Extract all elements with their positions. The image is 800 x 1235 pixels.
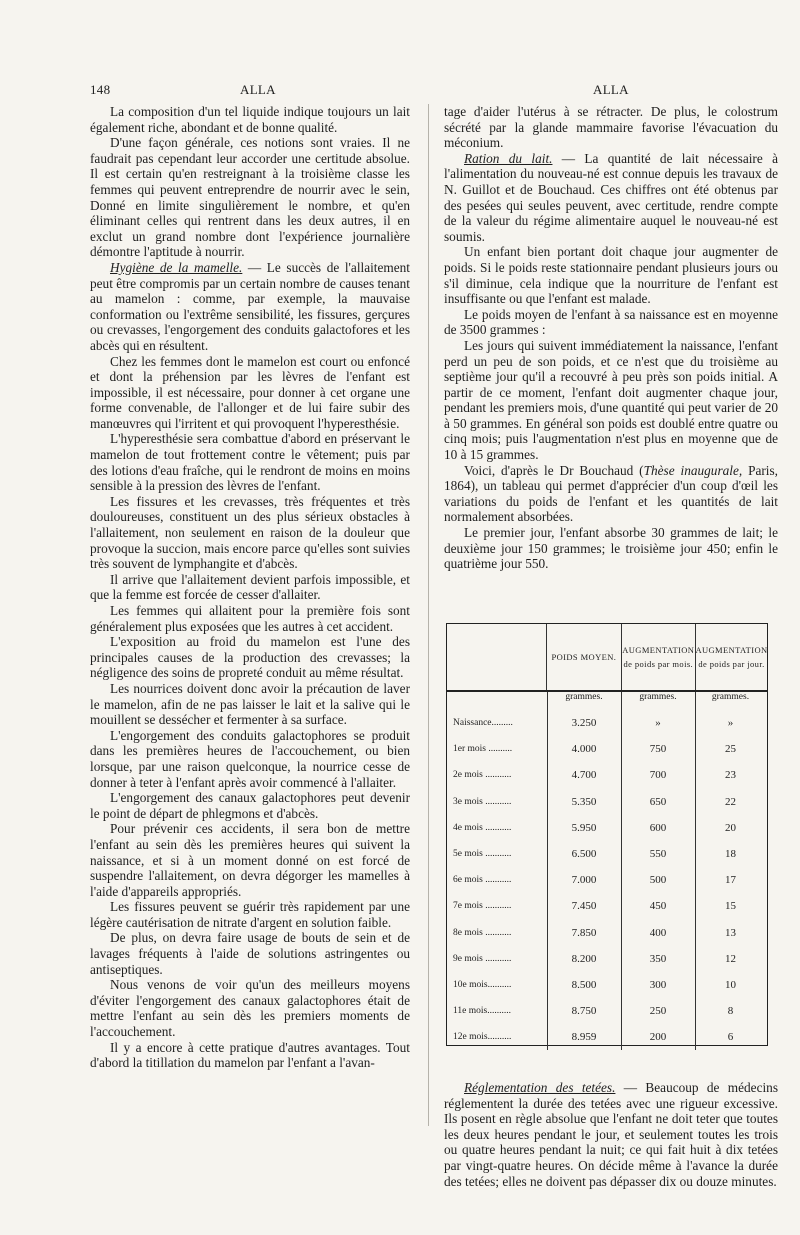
mois-cell: 650 (649, 795, 667, 808)
poids-cell: 6.500 (571, 848, 597, 861)
mois-cell: 550 (649, 848, 667, 861)
mois-cell: » (655, 717, 661, 730)
row-label: 11e mois.......... (453, 1006, 511, 1017)
mois-cell: 600 (649, 821, 667, 834)
table-row (447, 972, 767, 998)
row-label: 12e mois.......... (453, 1032, 512, 1043)
paragraph: Les femmes qui allaitent pour la première fois sont généralement plus exposées que les autres à cet accident. (90, 603, 410, 634)
units-cell: grammes. (639, 692, 677, 702)
mois-cell: 400 (649, 926, 667, 939)
column-divider (428, 104, 429, 1126)
jour-cell: » (727, 717, 734, 730)
paragraph: L'hyperesthésie sera combattue d'abord en préservant le mamelon de tout frottement contre le vêtement; puis par des lotions d'eau fraîche, qui le rendront de moins en moins sensible à la pression des lèvres de l'enfant. (90, 431, 410, 494)
table-row (447, 1024, 767, 1050)
table-header-cell: AUGMENTATION de poids par mois. (621, 624, 695, 690)
poids-cell: 4.700 (571, 769, 597, 782)
paragraph: L'engorgement des conduits galactophores se produit dans les premières heures de l'accouchement, ou bien lorsque, par une raison quelconque, la nourrice cesse de donner à teter à l'enfant après avoir commencé à l'allaiter. (90, 727, 410, 790)
poids-cell: 7.450 (571, 900, 597, 913)
mois-cell: 450 (649, 900, 667, 913)
paragraph: Chez les femmes dont le mamelon est court ou enfoncé et dont la préhension par les lèvres de l'enfant est impossible, il est nécessaire, pour donner à cet organe une forme convenable, de l'allonger et de lui faire subir des manœuvres qui l'irritent et qui provoquent l'hyperesthésie. (90, 353, 410, 431)
table-header-cell: POIDS MOYEN. (546, 624, 620, 690)
table-row (447, 815, 767, 841)
table-row (447, 736, 767, 762)
column-separator (547, 692, 548, 1050)
paragraph: Il arrive que l'allaitement devient parfois impossible, et que la femme est forcée de cesser d'allaiter. (90, 571, 410, 603)
inline-heading: Thèse inaugurale, (643, 462, 743, 478)
page-number: 148 (90, 82, 111, 97)
paragraph: Le premier jour, l'enfant absorbe 30 grammes de lait; le deuxième jour 150 grammes; le troisième jour 450; enfin le quatrième jour 550. (444, 525, 778, 572)
table-row (447, 841, 767, 867)
jour-cell: 13 (725, 926, 736, 939)
table-row (447, 762, 767, 788)
poids-cell: 5.950 (571, 821, 597, 834)
row-label: Naissance......... (453, 718, 513, 729)
mois-cell: 750 (649, 743, 667, 756)
row-label: 3e mois ........... (453, 796, 512, 807)
paragraph: Nous venons de voir qu'un des meilleurs moyens d'éviter l'engorgement des canaux galactophores était de mettre l'enfant au sein dès les premiers moments de l'accouchement. (90, 977, 410, 1040)
paragraph: Un enfant bien portant doit chaque jour augmenter de poids. Si le poids reste stationnaire pendant plusieurs jours ou s'il diminue, cela indique que la nourriture de l'enfant est insuffisante ou que l'enfant est malade. (444, 244, 778, 307)
column-separator (695, 692, 696, 1050)
paragraph: Réglementation des tetées. — Beaucoup de médecins réglementent la durée des tetées avec une rigueur excessive. Ils posent en règle absolue que l'enfant ne doit teter que toutes les deux heures pendant le jour, et seulement toutes les trois ou quatre heures pendant la nuit; ce qui fait huit à dix tetées par vingt-quatre heures. On décide même à l'avance la durée des tetées; elles ne doivent pas dépasser dix ou douze minutes. (444, 1080, 778, 1189)
paragraph: L'exposition au froid du mamelon est l'une des principales causes de la production des crevasses; la négligence des soins de propreté conduit au même résultat. (90, 634, 410, 681)
jour-cell: 23 (725, 769, 736, 782)
table-row (447, 946, 767, 972)
poids-cell: 7.000 (571, 874, 597, 887)
jour-cell: 10 (725, 978, 736, 991)
poids-cell: 8.959 (571, 1031, 597, 1044)
poids-cell: 7.850 (571, 926, 597, 939)
paragraph: Le poids moyen de l'enfant à sa naissance est en moyenne de 3500 grammes : (444, 306, 778, 338)
paragraph: Les jours qui suivent immédiatement la naissance, l'enfant perd un peu de son poids, et ce n'est que du troisième au septième jour qu'il a recouvré à peu près son poids initial. A partir de ce moment, l'enfant doit augmenter chaque jour, pendant les premiers mois, d'une quantité qui peut varier de 20 à 50 grammes. En général son poids est doublé entre quatre ou cinq mois; puis l'augmentation n'est plus en moyenne que de 10 à 15 grammes. (444, 337, 778, 463)
paragraph: Voici, d'après le Dr Bouchaud (Thèse inaugurale, Paris, 1864), un tableau qui permet d'apprécier d'un coup d'œil les variations du poids de l'enfant et les quantités de lait normalement absorbées. (444, 462, 778, 525)
table-row (447, 893, 767, 919)
paragraph: L'engorgement des canaux galactophores peut devenir le point de départ de phlegmons et d'abcès. (90, 790, 410, 821)
jour-cell: 20 (725, 821, 736, 834)
jour-cell: 15 (725, 900, 736, 913)
row-label: 7e mois ........... (453, 901, 512, 912)
left-column (90, 104, 410, 1071)
running-head-left: ALLA (240, 82, 276, 97)
row-label: 2e mois ........... (453, 770, 512, 781)
inline-heading: Hygiène de la mamelle. (110, 259, 243, 275)
right-column-tail (444, 1080, 778, 1189)
mois-cell: 250 (649, 1005, 667, 1018)
jour-cell: 8 (727, 1005, 734, 1018)
mois-cell: 500 (649, 874, 667, 887)
paragraph: Pour prévenir ces accidents, il sera bon de mettre l'enfant au sein dès les premières heures qui suivent la naissance, et si à un moment donné on est forcé de suspendre l'allaitement, on devra dégorger les mamelles à l'aide d'appareils appropriés. (90, 821, 410, 899)
paragraph: La composition d'un tel liquide indique toujours un lait également riche, abondant et de bonne qualité. (90, 104, 410, 135)
inline-heading: Réglementation des tetées. (464, 1080, 616, 1095)
poids-cell: 8.200 (571, 952, 597, 965)
paragraph: tage d'aider l'utérus à se rétracter. De plus, le colostrum sécrété par la glande mammaire favorise l'évacuation du méconium. (444, 104, 778, 151)
running-head-right: ALLA (593, 82, 629, 97)
paragraph: Ration du lait. — La quantité de lait nécessaire à l'alimentation du nouveau-né est connue depuis les travaux de N. Guillot et de Bouchaud. Ces chiffres ont été obtenus par des pesées qui seules peuvent, avec certitude, rendre compte de la valeur du régime alimentaire auquel le nouveau-né est soumis. (444, 150, 778, 244)
paragraph: Il y a encore à cette pratique d'autres avantages. Tout d'abord la titillation du mamelon par l'enfant a l'avan- (90, 1039, 410, 1071)
poids-cell: 8.500 (571, 978, 597, 991)
paragraph: Les nourrices doivent donc avoir la précaution de laver le mamelon, afin de ne pas laisser le lait et la salive qui le mouillent se dessécher et fermenter à sa surface. (90, 680, 410, 728)
paragraph: Hygiène de la mamelle. — Le succès de l'allaitement peut être compromis par un certain nombre de causes tenant au mamelon : comme, par exemple, la mauvaise conformation ou l'extrême sensibilité, les fissures, gerçures ou crevasses, l'engorgement des conduits galactofores et les abcès qui en résultent. (90, 259, 410, 353)
table-row (447, 710, 767, 736)
poids-cell: 3.250 (571, 717, 597, 730)
row-label: 8e mois ........... (453, 927, 512, 938)
paragraph: D'une façon générale, ces notions sont vraies. Il ne faudrait pas cependant leur accorder une certitude absolue. Il est certain qu'en restreignant à la troisième classe les femmes qui peuvent entreprendre de nourrir avec le sein, Donné en limite singulièrement le nombre, et qu'en éliminant celles qui rentrent dans les deux autres, il en exclut un grand nombre dont l'expérience journalière démontre l'aptitude à nourrir. (90, 135, 410, 260)
row-label: 4e mois ........... (453, 822, 512, 833)
mois-cell: 350 (649, 952, 667, 965)
column-separator (621, 692, 622, 1050)
jour-cell: 6 (727, 1031, 734, 1044)
jour-cell: 22 (725, 795, 736, 808)
jour-cell: 25 (725, 743, 736, 756)
row-label: 6e mois ........... (453, 875, 512, 886)
paragraph: Les fissures peuvent se guérir très rapidement par une légère cautérisation de nitrate d'argent en solution faible. (90, 899, 410, 930)
mois-cell: 700 (649, 769, 667, 782)
poids-cell: 4.000 (571, 743, 597, 756)
mois-cell: 200 (649, 1031, 667, 1044)
table-body (447, 692, 767, 1050)
table-row (447, 867, 767, 893)
table-header-cell: AUGMENTATION de poids par jour. (695, 624, 767, 690)
jour-cell: 17 (725, 874, 736, 887)
row-label: 10e mois.......... (453, 979, 512, 990)
units-cell: grammes. (711, 692, 750, 702)
right-column (444, 104, 778, 572)
table-header-row (447, 624, 767, 692)
poids-cell: 8.750 (571, 1005, 597, 1018)
row-label: 5e mois ........... (453, 849, 512, 860)
table-row (447, 920, 767, 946)
table-units-row (447, 692, 767, 710)
inline-heading: Ration du lait. (464, 150, 553, 166)
row-label: 9e mois ........... (453, 953, 512, 964)
units-cell: grammes. (565, 692, 603, 702)
table-row (447, 998, 767, 1024)
row-label: 1er mois .......... (453, 744, 513, 755)
paragraph: De plus, on devra faire usage de bouts de sein et de lavages fréquents à l'aide de solutions astringentes ou antiseptiques. (90, 930, 410, 977)
units-spacer (447, 692, 547, 710)
paragraph: Les fissures et les crevasses, très fréquentes et très douloureuses, constituent un des plus sérieux obstacles à l'allaitement, non seulement en raison de la douleur que provoque la succion, mais encore parce qu'elles sont suivies très souvent de lymphangite et d'abcès. (90, 493, 410, 572)
mois-cell: 300 (649, 978, 667, 991)
weight-table (446, 623, 768, 1046)
jour-cell: 12 (725, 952, 736, 965)
table-header-label (447, 624, 546, 690)
poids-cell: 5.350 (571, 795, 597, 808)
jour-cell: 18 (725, 848, 736, 861)
table-row (447, 789, 767, 815)
